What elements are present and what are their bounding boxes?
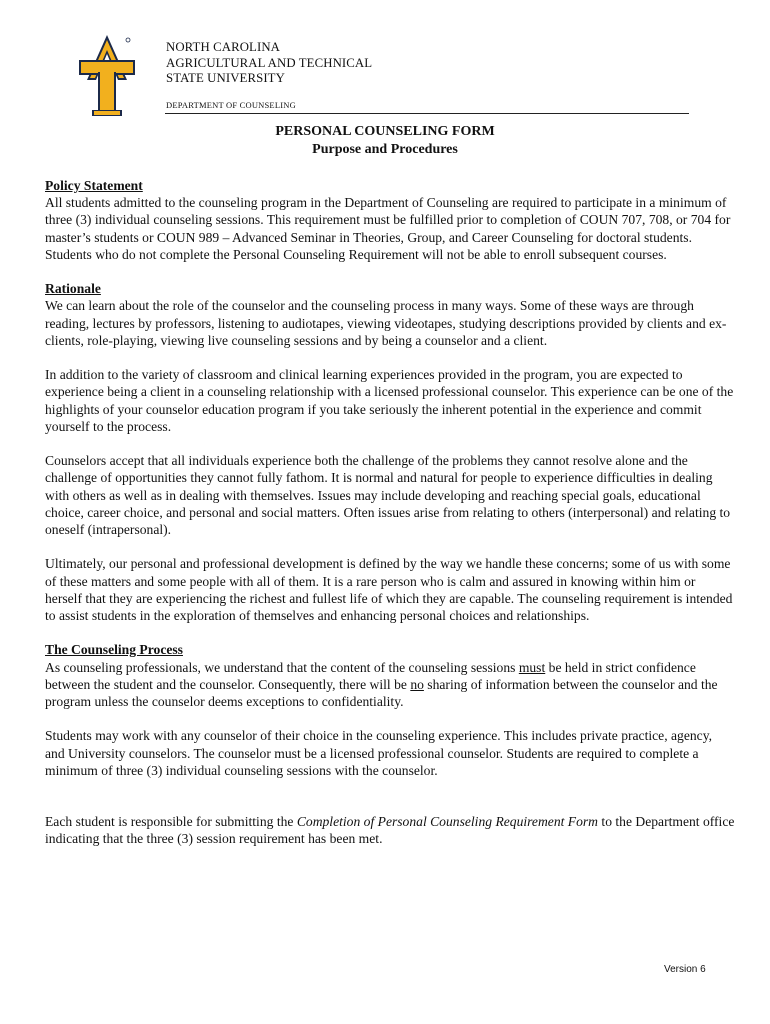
process-p1-part-b: be held in strict confidence between the student and the counselor. Consequently, there will be	[45, 659, 696, 692]
rationale-heading: Rationale	[45, 281, 101, 297]
form-title: PERSONAL COUNSELING FORM	[275, 124, 495, 139]
no-emphasis: no	[410, 676, 424, 692]
rationale-paragraph-4: Ultimately, our personal and professional development is defined by the way we handle these concerns; some of us with some of these matters and some people with all of them. It is a rare person who is calm and assured in knowing within him or herself that they are experiencing the richest and fullest life of which they are capable. The counseling requirement is intended to assist students in the exploration of themselves and enhancing personal choices and relationships.	[45, 556, 733, 624]
university-line-1: NORTH CAROLINA	[166, 40, 281, 54]
process-paragraph-2: Students may work with any counselor of their choice in the counseling experience. This includes private practice, agency, and University counselors. The counselor must be a licensed professional counselor. Students are required to complete a minimum of three (3) individual counseling sessions with the counselor.	[45, 728, 713, 778]
aggie-at-logo-icon	[78, 34, 136, 118]
form-subtitle: Purpose and Procedures	[312, 142, 458, 157]
process-p1-part-c: sharing of information between the counselor and the program unless the counselor deems exceptions to confidentiality.	[45, 676, 718, 710]
policy-heading: Policy Statement	[45, 178, 143, 193]
rationale-paragraph-2: In addition to the variety of classroom and clinical learning experiences provided in the program, you are expected to experience being a client in a counseling relationship with a licensed professional counselor. This experience can be one of the highlights of your counselor education program if you take seriously the inherent potential in the experience and commit yourself to the process.	[45, 367, 734, 434]
process-paragraph-1	[45, 659, 735, 711]
process-p3-part-b: to the Department office indicating that the three (3) session requirement has been met.	[45, 814, 735, 847]
policy-text: All students admitted to the counseling program in the Department of Counseling are required to participate in a minimum of three (3) individual counseling sessions. This requirement must be fulfilled prior to completion of COUN 707, 708, or 704 for master’s students or COUN 989 – Advanced Seminar in Theories, Group, and Career Counseling for doctoral students. Students who do not complete the Personal Counseling Requirement will not be able to enroll subsequent courses.	[45, 195, 731, 262]
university-line-3: STATE UNIVERSITY	[166, 71, 285, 85]
version-label: Version 6	[664, 964, 706, 975]
university-line-2: AGRICULTURAL AND TECHNICAL	[166, 55, 373, 70]
process-paragraph-3	[45, 813, 735, 847]
document-body	[45, 177, 735, 847]
university-name	[166, 40, 372, 87]
process-p3-part-a: Each student is responsible for submitting the	[45, 814, 297, 830]
header-rule	[165, 113, 689, 114]
process-heading: The Counseling Process	[45, 642, 183, 658]
rationale-paragraph-1: We can learn about the role of the counselor and the counseling process in many ways. Some of these ways are through reading, lectures by professors, listening to audiotapes, viewing videotapes, studying descriptions provided by clients and ex-clients, role-playing, viewing live counseling sessions and by being a counselor and a client.	[45, 298, 727, 348]
form-name-italic: Completion of Personal Counseling Requirement Form	[296, 814, 599, 830]
process-p1-part-a: As counseling professionals, we understand that the content of the counseling sessions	[45, 659, 519, 675]
must-emphasis: must	[518, 659, 546, 675]
department-name: DEPARTMENT OF COUNSELING	[166, 100, 296, 110]
rationale-paragraph-3: Counselors accept that all individuals experience both the challenge of the problems they cannot resolve alone and the challenge of opportunities they cannot fully fathom. It is normal and natural for people to experience difficulties in dealing with others as well as in dealing with themselves. Issues may include developing and reaching special goals, educational choice, career choice, and personal and social matters. Often issues arise from relating to others (interpersonal) and relating to oneself (intrapersonal).	[45, 453, 731, 538]
